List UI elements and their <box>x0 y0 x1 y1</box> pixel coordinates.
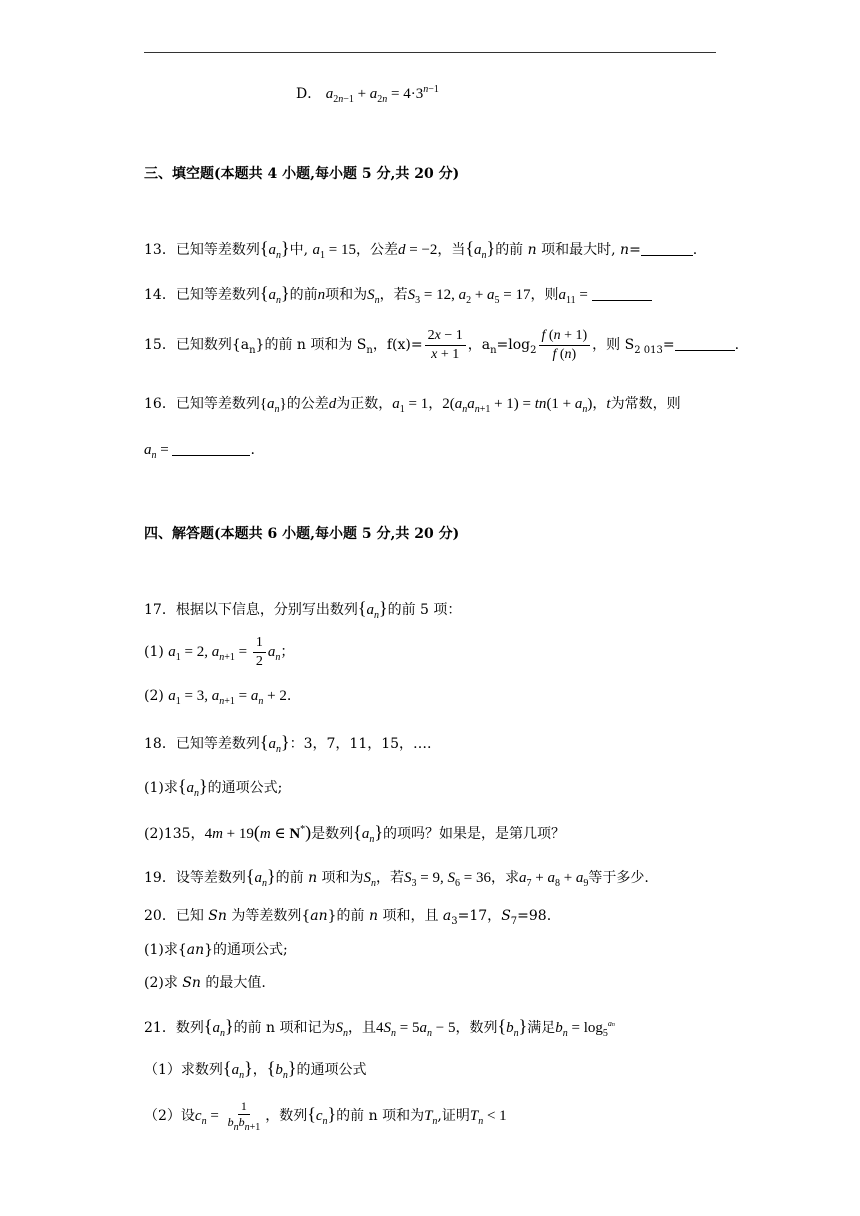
question-18-part2: (2)135，4m + 19(m ∈ N*)是数列$\{a_n\}$的项吗？如果是，是第几项？ <box>144 822 565 845</box>
question-17-part2: (2) $a_1 = 3$, $a_{n+1} = a_n + 2$. <box>144 688 292 707</box>
question-16-answer: $a_n$ = . <box>144 442 255 461</box>
question-20-part1: (1)求{an}的通项公式; <box>144 942 288 958</box>
question-19: 19．设等差数列$\{a_n\}$的前 n 项和为$S_n$，若$S_3 = 9$, $S_6 = 36$，求$a_7 + a_8 + a_9$等于多少. <box>144 866 649 889</box>
question-20: 20．已知 Sn 为等差数列{an}的前 n 项和，且 $a_3=17$，$S_7=98$. <box>144 908 552 927</box>
question-21-part2: （2）设$c_n$ = $\frac{1}{b_nb_{n+1}}$ ，数列$\{c_n\}$的前 n 项和为$T_n$,证明$T_n < 1$ <box>144 1098 507 1133</box>
question-18: 18．已知等差数列$\{a_n\}$：3，7，11，15，…. <box>144 732 432 755</box>
option-d-expr: $a_{2n-1} + a_{2n} = 4\cdot 3^{n-1}$ <box>325 84 439 105</box>
question-15: 15．已知数列$\{a_n\}$的前 n 项和为 $S_n$，f(x)= $\frac{2x - 1}{x + 1}$ ，$a_n=\log_2$ $\frac{f (n + 1)}{f (n)}$ ，则 $S_{2 013}=$ . <box>144 327 740 362</box>
question-13: 13．已知等差数列$\{a_n\}$中, $a_1 = 15$，公差d = −2，当$\{a_n\}$的前 n 项和最大时, n= . <box>144 238 698 261</box>
section4-title: 四、解答题(本题共 6 小题,每小题 5 分,共 20 分) <box>144 526 460 542</box>
question-21: 21．数列$\{a_n\}$的前 n 项和记为$S_n$，且$4S_n = 5a_n - 5$，数列$\{b_n\}$满足$b_n = \log_5^{an}$ <box>144 1016 615 1039</box>
option-d <box>296 80 439 110</box>
question-18-part1: (1)求$\{a_n\}$的通项公式; <box>144 776 283 799</box>
option-d-label: D． <box>296 86 322 102</box>
question-14: 14．已知等差数列$\{a_n\}$的前n项和为$S_n$，若$S_3 = 12$, $a_2 + a_5 = 17$，则$a_{11}$ = <box>144 283 652 311</box>
question-20-part2: (2)求 Sn 的最大值. <box>144 975 266 991</box>
question-17: 17．根据以下信息，分别写出数列$\{a_n\}$的前 5 项： <box>144 598 462 621</box>
question-21-part1: （1）求数列$\{a_n\}$，$\{b_n\}$的通项公式 <box>144 1058 367 1081</box>
question-17-part1: (1) $a_1 = 2$, $a_{n+1}$ = $\frac{1}{2}$ $a_n$； <box>144 635 295 670</box>
section3-title: 三、填空题(本题共 4 小题,每小题 5 分,共 20 分) <box>144 166 460 182</box>
header-rule <box>144 52 716 53</box>
question-16: 16．已知等差数列$\{a_n\}$的公差d为正数，$a_1 = 1$，$2(a_na_{n+1} + 1) = tn(1 + a_n)$，t为常数，则 <box>144 396 681 415</box>
